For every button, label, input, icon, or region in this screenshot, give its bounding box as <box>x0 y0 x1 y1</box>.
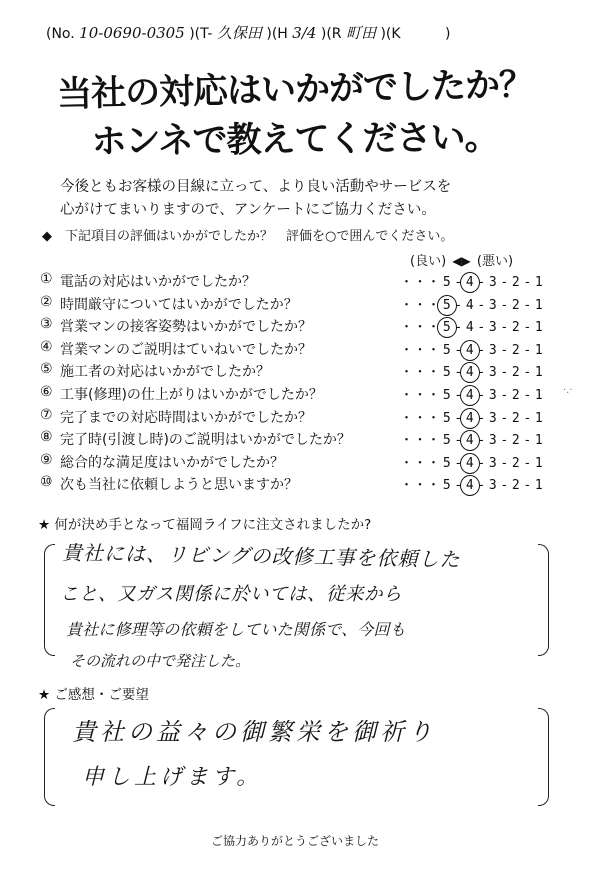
question-number: ⑦ <box>40 406 53 423</box>
answer1-line: 貴社には、リビングの改修工事を依頼した <box>61 540 461 572</box>
intro-text <box>60 176 540 222</box>
scale-separator: - <box>500 342 509 358</box>
question-number: ⑥ <box>40 383 53 400</box>
scale-leader-dots: ・・・ <box>400 387 441 403</box>
answer1-line: その流れの中で発注した。 <box>70 652 251 670</box>
question-row <box>40 360 570 383</box>
scale-leader-dots: ・・・ <box>400 320 441 336</box>
scale-leader-dots: ・・・ <box>400 433 441 449</box>
question-number: ⑤ <box>40 361 53 378</box>
scale-separator: - <box>454 387 463 403</box>
rating-option-selected[interactable]: 4 <box>464 433 477 448</box>
rating-scale <box>400 294 546 313</box>
rating-option-selected[interactable]: 4 <box>464 411 477 426</box>
rating-option-selected[interactable]: 4 <box>464 456 477 471</box>
scale-leader-dots: ・・・ <box>400 342 441 358</box>
reference-header <box>46 22 566 46</box>
rating-scale <box>400 361 546 380</box>
scale-separator: - <box>500 455 509 471</box>
rating-instruction: ◆ 下記項目の評価はいかがでしたか？ 評価を○で囲んでください。 <box>42 229 454 244</box>
scale-leader-dots: ・・・ <box>400 410 441 426</box>
question-text: 次も当社に依頼しようと思いますか？ <box>60 477 298 494</box>
answer2-line: 貴社の益々の御繁栄を御祈り <box>72 718 436 746</box>
rating-option[interactable]: 5 <box>442 275 452 290</box>
rating-option-selected[interactable]: 5 <box>441 320 454 335</box>
scale-separator: - <box>500 275 509 290</box>
t-label: )(T- <box>189 26 213 42</box>
h-value: 3/4 <box>292 24 317 42</box>
scale-separator: - <box>454 410 463 426</box>
answer1-line: 貴社に修理等の依頼をしていた関係で、今回も <box>66 620 406 639</box>
question-row <box>40 270 570 293</box>
h-label: )(H <box>266 26 288 42</box>
rating-option[interactable]: 2 <box>511 478 521 494</box>
rating-option[interactable]: 1 <box>534 297 544 313</box>
scale-separator: - <box>523 320 532 336</box>
question-number: ⑩ <box>40 474 53 491</box>
question-number: ⑧ <box>40 429 53 446</box>
scale-leader-dots: ・・・ <box>400 365 441 381</box>
answer1-line: こと、又ガス関係に於いては、従来から <box>60 584 403 605</box>
scale-separator: - <box>500 297 509 313</box>
question-text: 施工者の対応はいかがでしたか？ <box>60 364 270 381</box>
rating-option[interactable]: 1 <box>534 387 544 403</box>
rating-option[interactable]: 1 <box>534 342 544 358</box>
scale-separator: - <box>523 410 532 426</box>
rating-option[interactable]: 3 <box>488 478 498 494</box>
question-text: 工事(修理)の仕上がりはいかがでしたか？ <box>60 386 323 403</box>
scale-separator: - <box>477 275 486 290</box>
scale-separator: - <box>477 455 486 471</box>
rating-option[interactable]: 1 <box>534 275 544 290</box>
scale-separator: - <box>454 297 463 313</box>
t-value: 久保田 <box>216 24 262 42</box>
scale-separator: - <box>523 433 532 449</box>
intro-line: 今後ともお客様の目線に立って、より良い活動やサービスを <box>60 179 452 195</box>
rating-option[interactable]: 2 <box>511 365 521 381</box>
rating-option[interactable]: 3 <box>488 275 498 290</box>
no-label: (No. <box>46 26 75 42</box>
rating-option-selected[interactable]: 4 <box>464 388 477 403</box>
rating-option[interactable]: 5 <box>442 455 452 471</box>
question-row <box>40 406 570 429</box>
scale-separator: - <box>500 365 509 381</box>
question-text: 完了時(引渡し時)のご説明はいかがでしたか？ <box>60 432 351 449</box>
rating-option[interactable]: 3 <box>488 455 498 471</box>
rating-scale <box>400 452 546 471</box>
rating-option[interactable]: 2 <box>511 387 521 403</box>
rating-option[interactable]: 2 <box>511 275 521 290</box>
scale-separator: - <box>454 342 463 358</box>
scale-separator: - <box>523 342 532 358</box>
rating-option[interactable]: 5 <box>442 433 452 449</box>
section-feedback-label: ★ ご感想・ご要望 <box>38 687 149 703</box>
scale-separator: - <box>523 455 532 471</box>
double-arrow-icon: ◀▶ <box>452 254 471 268</box>
question-text: 完了までの対応時間はいかがでしたか？ <box>60 409 312 426</box>
rating-scale <box>400 316 546 335</box>
rating-option[interactable]: 5 <box>442 410 452 426</box>
rating-option[interactable]: 4 <box>465 320 475 336</box>
scale-leader-dots: ・・・ <box>400 275 441 290</box>
rating-option[interactable]: 3 <box>488 410 498 426</box>
rating-option[interactable]: 1 <box>534 320 544 336</box>
question-row <box>40 338 570 361</box>
rating-option-selected[interactable]: 5 <box>441 298 454 313</box>
scale-separator: - <box>477 320 486 336</box>
section-decision-label: ★ 何が決め手となって福岡ライフに注文されましたか? <box>38 517 372 533</box>
scale-separator: - <box>477 478 486 494</box>
rating-option[interactable]: 5 <box>442 478 452 494</box>
scale-separator: - <box>454 320 463 336</box>
scale-separator: - <box>500 478 509 494</box>
rating-option[interactable]: 2 <box>511 320 521 336</box>
page-subtitle: ホンネで教えてください。 <box>91 117 499 163</box>
rating-option[interactable]: 3 <box>488 387 498 403</box>
rating-option[interactable]: 3 <box>488 365 498 381</box>
question-text: 電話の対応はいかがでしたか？ <box>60 274 256 290</box>
rating-option[interactable]: 2 <box>511 455 521 471</box>
rating-option-selected[interactable]: 4 <box>464 343 477 358</box>
r-label: )(R <box>320 26 342 42</box>
scale-leader-dots: ・・・ <box>400 297 441 313</box>
scale-separator: - <box>477 387 486 403</box>
question-row <box>40 451 570 474</box>
rating-option[interactable]: 1 <box>534 433 544 449</box>
question-row <box>40 473 570 496</box>
rating-option[interactable]: 2 <box>511 297 521 313</box>
scale-separator: - <box>477 297 486 313</box>
answer2-left-bracket <box>44 708 55 806</box>
rating-scale <box>400 407 546 426</box>
scale-separator: - <box>454 478 463 494</box>
scale-separator: - <box>523 275 532 290</box>
intro-line: 心がけてまいりますので、アンケートにご協力ください。 <box>60 202 436 218</box>
rating-option-selected[interactable]: 4 <box>464 478 477 493</box>
scale-separator: - <box>500 410 509 426</box>
scale-separator: - <box>454 275 463 290</box>
scale-separator: - <box>500 387 509 403</box>
scale-separator: - <box>523 365 532 381</box>
rating-option-selected[interactable]: 4 <box>464 275 477 290</box>
rating-option[interactable]: 5 <box>442 365 452 381</box>
question-text: 総合的な満足度はいかがでしたか？ <box>60 454 284 471</box>
page-title: 当社の対応はいかがでしたか？ <box>56 65 534 115</box>
rating-option-selected[interactable]: 4 <box>464 365 477 380</box>
scale-separator: - <box>477 365 486 381</box>
question-number: ⑨ <box>40 451 53 468</box>
rating-option[interactable]: 4 <box>465 297 475 313</box>
scale-bad-label: (悪い) <box>476 254 514 269</box>
rating-option[interactable]: 3 <box>488 297 498 313</box>
rating-option[interactable]: 5 <box>442 342 452 358</box>
question-text: 営業マンの接客姿勢はいかがでしたか？ <box>60 319 312 336</box>
question-row <box>40 383 570 406</box>
rating-scale <box>400 339 546 358</box>
scale-separator: - <box>454 455 463 471</box>
scale-separator: - <box>500 320 509 336</box>
scale-separator: - <box>523 387 532 403</box>
question-text: 営業マンのご説明はていねいでしたか？ <box>60 341 312 358</box>
scale-good-label: (良い) <box>410 254 447 269</box>
answer2-right-bracket <box>538 708 549 806</box>
scale-separator: - <box>477 342 486 358</box>
rating-option[interactable]: 2 <box>511 433 521 449</box>
rating-option[interactable]: 5 <box>442 387 452 403</box>
answer1-left-bracket <box>44 544 55 656</box>
scale-leader-dots: ・・・ <box>400 478 441 494</box>
rating-scale <box>400 271 546 290</box>
footer-thanks: ご協力ありがとうございました <box>210 834 379 848</box>
question-number: ④ <box>40 338 53 355</box>
question-text: 時間厳守についてはいかがでしたか？ <box>60 296 298 313</box>
rating-option[interactable]: 3 <box>488 320 498 336</box>
r-value: 町田 <box>345 24 376 42</box>
rating-option[interactable]: 1 <box>534 455 544 471</box>
question-number: ③ <box>40 316 53 333</box>
scale-separator: - <box>454 365 463 381</box>
rating-option[interactable]: 1 <box>534 410 544 426</box>
scale-separator: - <box>523 297 532 313</box>
rating-scale <box>400 429 546 448</box>
answer2-line: 申し上げます。 <box>82 765 263 790</box>
scale-separator: - <box>454 433 463 449</box>
scale-leader-dots: ・・・ <box>400 455 441 471</box>
rating-option[interactable]: 3 <box>488 342 498 358</box>
rating-scale <box>400 474 546 493</box>
rating-option[interactable]: 3 <box>488 433 498 449</box>
no-value: 10-0690-0305 <box>79 24 185 42</box>
scan-speck: ·.· <box>563 385 573 396</box>
scale-legend <box>410 250 570 268</box>
scale-separator: - <box>500 433 509 449</box>
question-list <box>40 270 570 496</box>
answer1-right-bracket <box>538 544 549 656</box>
header-close: ) <box>445 26 451 42</box>
question-number: ② <box>40 293 53 310</box>
rating-scale <box>400 384 546 403</box>
scale-separator: - <box>477 410 486 426</box>
rating-option[interactable]: 1 <box>534 478 544 494</box>
scale-separator: - <box>523 478 532 494</box>
question-row <box>40 293 570 316</box>
k-label: )(K <box>380 26 401 42</box>
question-number: ① <box>40 271 53 287</box>
question-row <box>40 428 570 451</box>
rating-option[interactable]: 2 <box>511 342 521 358</box>
rating-option[interactable]: 2 <box>511 410 521 426</box>
scale-separator: - <box>477 433 486 449</box>
rating-option[interactable]: 1 <box>534 365 544 381</box>
question-row <box>40 315 570 338</box>
